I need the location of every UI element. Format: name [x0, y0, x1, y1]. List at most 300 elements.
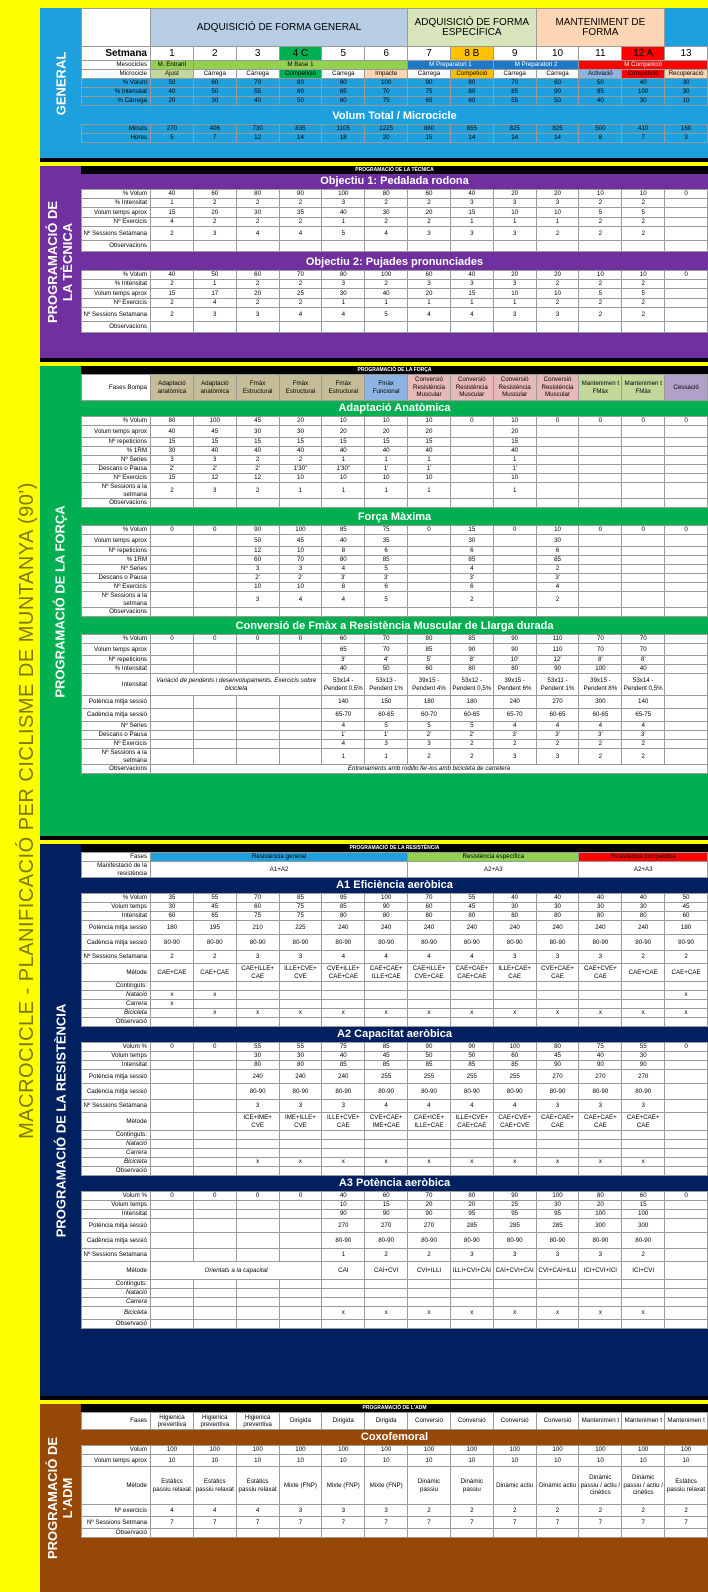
table-cell — [365, 1320, 408, 1329]
table-cell — [279, 656, 322, 665]
table-cell: 30 — [151, 903, 194, 912]
table-row — [82, 556, 708, 565]
table-cell: 40 — [322, 535, 365, 547]
phase-cell: Mantenimen t — [622, 1413, 665, 1430]
conversion-table — [81, 634, 708, 774]
table-cell: 5 — [622, 289, 665, 299]
row-label: Hores — [82, 134, 151, 143]
table-cell: 270 — [151, 125, 194, 134]
table-cell: ICI+CVI — [622, 1262, 665, 1280]
table-row — [82, 1084, 708, 1100]
table-cell — [665, 474, 708, 483]
table-row — [82, 574, 708, 583]
table-cell: 825 — [536, 125, 579, 134]
table-cell: 7 — [236, 1517, 279, 1529]
table-cell: 7 — [622, 134, 665, 143]
table-cell — [450, 1000, 493, 1009]
table-cell: 0 — [151, 635, 194, 644]
table-cell: 40 — [579, 97, 622, 106]
table-cell: 1225 — [365, 125, 408, 134]
table-cell — [665, 1280, 708, 1289]
table-cell: 80 — [579, 912, 622, 921]
row-label: Descans o Pausa — [82, 465, 151, 474]
table-cell: 95 — [450, 1210, 493, 1219]
table-cell: 53x13 - Pendent 1% — [365, 674, 408, 696]
table-row — [82, 1307, 708, 1320]
table-cell — [408, 1289, 451, 1298]
table-cell: 15 — [450, 208, 493, 218]
table-row — [82, 1249, 708, 1262]
table-cell: 80-90 — [408, 935, 451, 951]
table-row — [82, 125, 708, 134]
strength-phases-row: Fases Bompa Adaptació anatòmica Adaptació anatòmica Fmàx Estructural Fmàx Estructural Fmàx Estructural Fmàx Funcional Conversió Resistència Muscular Conversió Resistència Muscular Conversió Resistència Muscular Conversió Resistència Muscular Mantenimen t FMàx Mantenimen t FMàx Cessació — [81, 374, 708, 401]
table-cell: 17 — [193, 289, 236, 299]
table-cell — [536, 447, 579, 456]
table-cell — [450, 1320, 493, 1329]
table-cell: 4 — [151, 1505, 194, 1517]
row-label: Nº Sessions Setamana — [82, 308, 151, 322]
table-cell: 85 — [450, 635, 493, 644]
table-cell: 60 — [408, 271, 451, 280]
table-cell: 85 — [322, 526, 365, 535]
table-cell — [665, 227, 708, 241]
table-cell — [665, 1249, 708, 1262]
table-cell: 6 — [450, 547, 493, 556]
table-cell — [622, 1289, 665, 1298]
table-cell: 20 — [193, 208, 236, 218]
table-cell — [665, 1201, 708, 1210]
table-cell — [536, 322, 579, 333]
row-label: Nº Exercicis — [82, 740, 151, 749]
table-cell: 2 — [236, 280, 279, 289]
table-row — [82, 1000, 708, 1009]
table-cell: CVI+CAI+ILLI — [536, 1262, 579, 1280]
table-cell: 3' — [450, 574, 493, 583]
table-cell: 3' — [322, 574, 365, 583]
table-cell: 50 — [193, 271, 236, 280]
table-cell: 45 — [365, 1052, 408, 1061]
table-cell: 100 — [622, 1210, 665, 1219]
table-cell — [493, 592, 536, 608]
row-label: Observacions — [82, 499, 151, 508]
table-cell — [579, 1167, 622, 1176]
table-cell: 60 — [536, 79, 579, 88]
table-cell — [665, 1149, 708, 1158]
table-cell: 55 — [450, 894, 493, 903]
table-cell: 40 — [236, 447, 279, 456]
table-cell — [665, 665, 708, 674]
table-cell — [408, 1529, 451, 1538]
row-label: Volum % — [82, 1192, 151, 1201]
table-cell: 8' — [579, 656, 622, 665]
table-cell — [151, 535, 194, 547]
table-cell: x — [193, 1009, 236, 1018]
table-cell: 25 — [279, 289, 322, 299]
row-label: Nº Exercicis — [82, 299, 151, 308]
table-cell: 15 — [622, 1201, 665, 1210]
table-cell — [151, 608, 194, 617]
table-cell: 0 — [665, 526, 708, 535]
table-cell: 10 — [579, 1455, 622, 1467]
table-cell: 1' — [408, 465, 451, 474]
table-cell — [151, 592, 194, 608]
table-cell: 2' — [450, 731, 493, 740]
table-cell: 3 — [279, 1100, 322, 1113]
table-cell — [193, 1210, 236, 1219]
table-cell: Mixte (FNP) — [365, 1467, 408, 1505]
table-cell — [193, 1219, 236, 1233]
table-cell: 4 — [450, 308, 493, 322]
table-cell — [193, 1084, 236, 1100]
table-row — [82, 483, 708, 499]
table-cell: 270 — [536, 1070, 579, 1084]
row-label: Volum % — [82, 1043, 151, 1052]
table-cell — [193, 583, 236, 592]
table-cell — [579, 592, 622, 608]
table-cell: 60-65 — [536, 709, 579, 722]
table-cell — [665, 447, 708, 456]
microcycle-cell: Càrrega — [408, 70, 451, 79]
table-cell — [665, 1018, 708, 1027]
table-cell: 10 — [493, 474, 536, 483]
table-cell — [579, 1529, 622, 1538]
table-cell: 30 — [665, 88, 708, 97]
table-cell — [193, 241, 236, 252]
table-cell — [665, 731, 708, 740]
table-cell: 240 — [536, 921, 579, 935]
table-cell: 30 — [151, 447, 194, 456]
table-cell: 60 — [236, 903, 279, 912]
table-cell: 15 — [450, 526, 493, 535]
table-cell — [493, 991, 536, 1000]
table-row — [82, 731, 708, 740]
table-cell: 240 — [322, 1070, 365, 1084]
table-row — [82, 1201, 708, 1210]
table-cell — [450, 1149, 493, 1158]
table-cell: 1' — [365, 731, 408, 740]
table-cell: 3 — [322, 199, 365, 208]
table-cell — [622, 474, 665, 483]
table-cell: 80 — [322, 912, 365, 921]
table-cell: 20 — [279, 417, 322, 426]
table-cell — [408, 574, 451, 583]
table-cell: 100 — [579, 1446, 622, 1455]
table-cell — [279, 731, 322, 740]
table-cell: 40 — [622, 79, 665, 88]
table-cell: 60 — [151, 912, 194, 921]
table-cell: 2 — [365, 218, 408, 227]
table-cell: 2 — [622, 951, 665, 964]
table-cell — [665, 674, 708, 696]
table-cell — [622, 608, 665, 617]
table-cell — [579, 1149, 622, 1158]
row-label: % Volum — [82, 271, 151, 280]
table-cell: 110 — [536, 644, 579, 656]
general-section-label: GENERAL — [53, 51, 68, 115]
aerobic-power-title: A3 Potència aeròbica — [81, 1176, 708, 1191]
table-cell — [151, 1233, 194, 1249]
table-cell: x — [579, 1307, 622, 1320]
table-cell — [279, 608, 322, 617]
table-cell — [408, 1018, 451, 1027]
table-cell: 2 — [536, 299, 579, 308]
table-cell — [365, 991, 408, 1000]
table-cell: x — [622, 1158, 665, 1167]
table-cell: 30 — [450, 535, 493, 547]
table-cell: CAE+CAE+ CAE — [536, 1113, 579, 1131]
table-row — [82, 79, 708, 88]
table-cell: x — [536, 1009, 579, 1018]
table-cell: 40 — [151, 271, 194, 280]
table-cell: 80 — [236, 1061, 279, 1070]
table-cell — [408, 322, 451, 333]
table-row — [82, 208, 708, 218]
table-cell: Estàtics passiu relaxat — [236, 1467, 279, 1505]
table-cell — [622, 426, 665, 438]
table-cell — [579, 535, 622, 547]
table-cell — [236, 1298, 279, 1307]
table-row — [82, 218, 708, 227]
table-cell: x — [665, 991, 708, 1000]
table-cell: 3 — [493, 199, 536, 208]
table-cell — [536, 474, 579, 483]
table-cell: 80 — [450, 912, 493, 921]
table-cell: 60 — [365, 1192, 408, 1201]
table-cell — [279, 644, 322, 656]
table-cell: 0 — [579, 417, 622, 426]
table-cell — [236, 1167, 279, 1176]
table-cell: 35 — [365, 535, 408, 547]
table-cell — [365, 1529, 408, 1538]
general-phase-header: ADQUISICIÓ DE FORMA GENERAL ADQUISICIÓ DE FORMA ESPECÍFICA MANTENIMENT DE FORMA Setmana 1 2 3 4 C 5 6 7 8 B 9 10 11 12 A 13 Mesocicles M. Entrant M Base 1 M Preparatori 1 M Preparatori 2 M Competició Microcicle Ajust Càrrega Càrrega Competició Càrrega Impacte Càrrega Competició Càrrega Càrrega Activació Competició Recuperació % Volum 50 60 70 80 90 100 90 80 70 60 50 40 30 % Intensitat 40 50 55 60 65 70 75 80 85 90 95 100 30 % Càrrega 20 30 40 50 60 75 65 60 55 50 40 30 10 — [81, 8, 708, 106]
table-cell: 40 — [151, 190, 194, 199]
table-cell: 255 — [408, 1070, 451, 1084]
table-cell: 15 — [408, 134, 451, 143]
table-cell: x — [536, 1307, 579, 1320]
table-cell: 180 — [665, 921, 708, 935]
table-cell: 2 — [579, 308, 622, 322]
table-cell — [408, 1280, 451, 1289]
table-cell: 1 — [322, 483, 365, 499]
table-cell: 2' — [279, 574, 322, 583]
table-cell: 30 — [536, 903, 579, 912]
table-cell: 4 — [536, 583, 579, 592]
table-cell: 2 — [579, 280, 622, 289]
table-cell: 40 — [622, 894, 665, 903]
table-cell — [408, 1000, 451, 1009]
table-row — [82, 982, 708, 991]
phase-cell: Fmàx Estructural — [236, 375, 279, 401]
table-cell: 160 — [665, 125, 708, 134]
table-cell — [536, 1280, 579, 1289]
table-cell: 3 — [493, 1249, 536, 1262]
phase-cell: Resistència específica — [408, 853, 579, 862]
table-cell: 2 — [579, 1505, 622, 1517]
table-cell — [408, 608, 451, 617]
table-row — [82, 608, 708, 617]
table-cell — [193, 740, 236, 749]
table-cell — [450, 456, 493, 465]
table-row — [82, 322, 708, 333]
table-cell: 20 — [365, 134, 408, 143]
table-cell: ILLI+CVI+CAI — [450, 1262, 493, 1280]
table-cell: 95 — [536, 1210, 579, 1219]
table-cell: 100 — [536, 1192, 579, 1201]
table-cell: 2 — [151, 483, 194, 499]
table-cell: ILLE+CVE+ CVE — [279, 964, 322, 982]
table-cell: Estàtics passiu relaxat — [193, 1467, 236, 1505]
table-cell: 4 — [322, 740, 365, 749]
aerobic-efficiency-title: A1 Eficiència aeròbica — [81, 878, 708, 893]
table-cell — [279, 499, 322, 508]
table-cell: CAE+CAE+ CAE — [622, 1113, 665, 1131]
table-cell: 3' — [579, 731, 622, 740]
table-cell: 3 — [493, 280, 536, 289]
table-cell: 5 — [579, 208, 622, 218]
row-label: Natació — [82, 991, 151, 1000]
table-cell: 4 — [450, 565, 493, 574]
row-label: Volum — [82, 1446, 151, 1455]
table-cell: 0 — [536, 417, 579, 426]
table-cell — [450, 1280, 493, 1289]
table-cell — [279, 722, 322, 731]
table-cell: 7 — [622, 1517, 665, 1529]
table-cell — [536, 1149, 579, 1158]
row-label: Continguts: — [82, 1280, 151, 1289]
table-row — [82, 964, 708, 982]
table-cell: 14 — [450, 134, 493, 143]
table-cell: 7 — [193, 134, 236, 143]
table-cell: 10 — [279, 1455, 322, 1467]
table-cell — [493, 608, 536, 617]
table-cell: 70 — [279, 556, 322, 565]
table-cell: 100 — [665, 1446, 708, 1455]
table-cell — [151, 1529, 194, 1538]
table-cell: 855 — [450, 125, 493, 134]
phase-cell: Dirigida — [365, 1413, 408, 1430]
table-cell: 18 — [322, 134, 365, 143]
table-cell: CAI+CVI+CAI — [493, 1262, 536, 1280]
table-cell: 2 — [622, 740, 665, 749]
table-cell — [151, 583, 194, 592]
table-cell: 10' — [493, 656, 536, 665]
table-cell — [579, 499, 622, 508]
table-cell: 90 — [622, 1061, 665, 1070]
table-cell: 35 — [279, 208, 322, 218]
table-cell: 80-90 — [322, 1084, 365, 1100]
table-cell: 410 — [622, 125, 665, 134]
table-cell — [579, 456, 622, 465]
table-cell: 15 — [151, 289, 194, 299]
table-cell: 75 — [322, 1043, 365, 1052]
table-cell: Dinàmic passiu / actiu / cinètics — [579, 1467, 622, 1505]
table-cell — [622, 241, 665, 252]
table-cell — [193, 1529, 236, 1538]
table-cell: x — [151, 1000, 194, 1009]
table-cell: CVE+ILLE+ CAE+CAE — [322, 964, 365, 982]
phase-cell: Mantenimen t FMàx — [622, 375, 665, 401]
table-cell: 140 — [322, 696, 365, 709]
table-cell: 2 — [151, 951, 194, 964]
table-cell: 30 — [622, 1052, 665, 1061]
table-cell: ICI+CVI+ICI — [579, 1262, 622, 1280]
table-cell — [151, 1100, 194, 1113]
table-cell: 1 — [408, 299, 451, 308]
table-cell — [236, 1000, 279, 1009]
table-cell: x — [365, 1158, 408, 1167]
table-cell: 100 — [279, 1446, 322, 1455]
microcycle-cell: Impacte — [365, 70, 408, 79]
table-cell — [579, 608, 622, 617]
table-cell: 30 — [622, 97, 665, 106]
table-cell: 10 — [236, 583, 279, 592]
row-label: Mètode — [82, 1113, 151, 1131]
table-cell — [151, 1061, 194, 1070]
table-cell: ILLE+CVE+ CAE+CAE — [450, 1113, 493, 1131]
table-cell — [151, 1131, 194, 1140]
table-cell: 2 — [279, 280, 322, 289]
table-cell: x — [279, 1009, 322, 1018]
table-cell: 2 — [408, 1249, 451, 1262]
table-cell — [193, 722, 236, 731]
table-cell: 255 — [365, 1070, 408, 1084]
table-row — [82, 1298, 708, 1307]
table-cell — [536, 1320, 579, 1329]
table-cell: 730 — [236, 125, 279, 134]
table-cell — [665, 982, 708, 991]
table-cell: 2 — [622, 280, 665, 289]
table-cell: 2 — [493, 1505, 536, 1517]
table-cell: 1 — [365, 299, 408, 308]
table-cell: x — [408, 1009, 451, 1018]
table-cell — [236, 644, 279, 656]
table-cell — [622, 1280, 665, 1289]
table-cell: 2 — [236, 218, 279, 227]
table-cell — [665, 1131, 708, 1140]
table-cell: 80-90 — [151, 935, 194, 951]
table-cell: 70 — [236, 79, 279, 88]
a3-note: Orientats a la capacitat — [151, 1262, 322, 1280]
table-cell: 80-90 — [236, 1084, 279, 1100]
table-cell: 7 — [450, 1517, 493, 1529]
table-cell — [493, 322, 536, 333]
table-cell: 45 — [193, 426, 236, 438]
table-cell: 2 — [450, 749, 493, 765]
table-cell: 835 — [279, 125, 322, 134]
table-cell: 70 — [365, 635, 408, 644]
table-cell: 10 — [536, 1455, 579, 1467]
table-row — [82, 991, 708, 1000]
table-cell: 2 — [408, 1505, 451, 1517]
row-label: Bicicleta — [82, 1307, 151, 1320]
table-row — [82, 1140, 708, 1149]
table-cell: 30 — [536, 535, 579, 547]
phase-cell: Conversió — [450, 1413, 493, 1430]
table-cell: 4 — [151, 218, 194, 227]
table-cell: 20 — [536, 271, 579, 280]
table-cell: 240 — [408, 921, 451, 935]
table-cell: 85 — [365, 1043, 408, 1052]
table-cell: 55 — [493, 97, 536, 106]
mobility-phases: Fases Higienica preventiva Higienica preventiva Higienica preventiva Dirigida Dirigida Dirigida Conversió Conversió Conversió Conversió Mantenimen t Mantenimen t Mantenimen t — [81, 1412, 708, 1430]
table-cell: 10 — [536, 208, 579, 218]
table-cell: 10 — [622, 190, 665, 199]
table-cell: 10 — [450, 1455, 493, 1467]
table-cell — [193, 565, 236, 574]
table-cell — [536, 608, 579, 617]
table-cell: 5 — [450, 722, 493, 731]
table-cell: 4 — [450, 951, 493, 964]
